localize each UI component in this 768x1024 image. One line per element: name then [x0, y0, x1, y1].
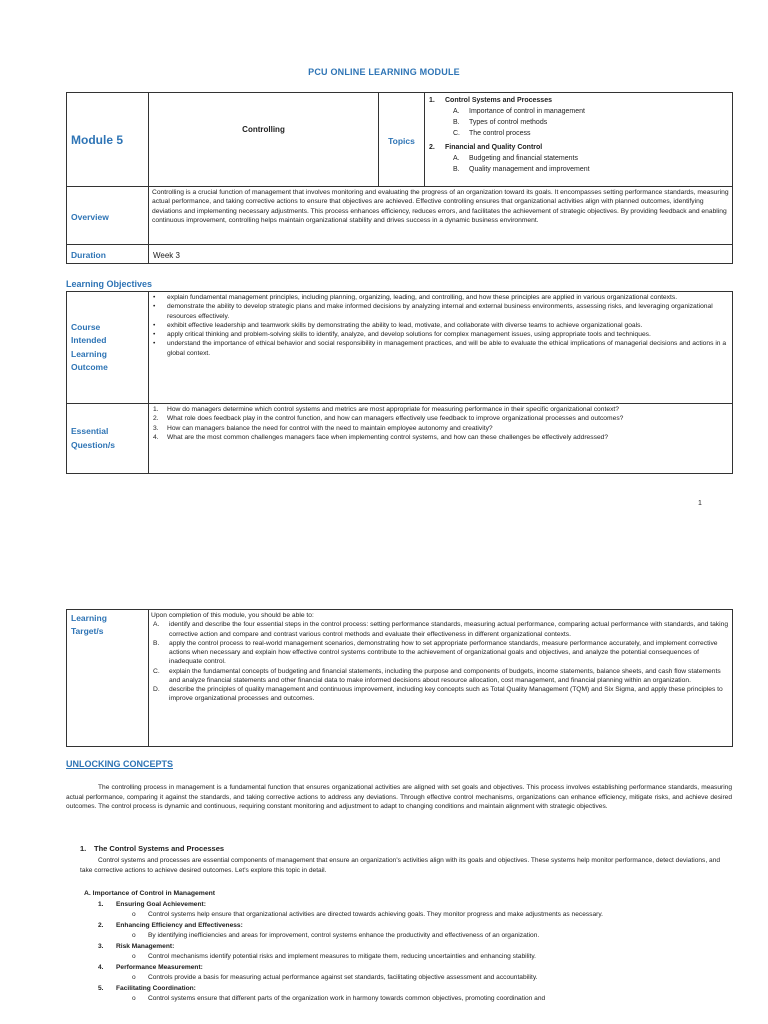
point-number: 2.	[98, 922, 104, 930]
subtopic-number: A.	[453, 108, 460, 115]
point-heading: 3. Risk Management:	[98, 943, 175, 951]
hollow-bullet-icon: o	[132, 952, 136, 960]
learning-targets-intro: Upon completion of this module, you should be able to:	[151, 612, 314, 619]
learning-targets-label: Learning Target/s	[71, 613, 107, 637]
point-description-text: Control systems help ensure that organizational activities are directed towards achieving goals. They monitor progress and make adjustments as necessary.	[148, 910, 603, 918]
importance-point	[98, 900, 718, 919]
question-number: 4.	[153, 433, 159, 441]
section-title	[80, 844, 224, 853]
course-outcome-item: • demonstrate the ability to develop strategic plans and make informed decisions by analyzing internal and external business environments, assessing risks, and leveraging organizational resources effectively.	[149, 302, 730, 321]
duration-value-cell	[149, 245, 733, 264]
subtopic-number: C.	[453, 130, 460, 137]
question-text: How can managers balance the need for control with the need to maintain employee autonomy and creativity?	[167, 424, 493, 432]
point-number: 4.	[98, 964, 104, 972]
module-label: Module 5	[71, 132, 124, 147]
question-text: What role does feedback play in the control function, and how can managers effectively use feedback to improve organizational processes and outcomes?	[167, 415, 624, 423]
importance-point	[98, 942, 718, 961]
subtopic-label: Importance of control in management	[469, 108, 585, 115]
subtopic-label: Types of control methods	[469, 119, 548, 126]
target-letter: A.	[153, 621, 160, 629]
course-outcome-cell	[149, 292, 733, 404]
point-title: Risk Management	[116, 943, 173, 951]
module-header: PCU ONLINE LEARNING MODULE	[308, 67, 460, 77]
unlocking-intro	[66, 783, 732, 812]
topics-cell	[425, 93, 733, 187]
course-outcome-label-cell	[67, 292, 149, 404]
question-text: How do managers determine which control systems and metrics are most appropriate for measuring performance in their specific organizational context?	[167, 406, 619, 413]
module-table	[66, 92, 733, 264]
point-description-text: Controls provide a basis for measuring actual performance against set standards, facilitating objective assessment and accountability.	[148, 973, 538, 981]
learning-target-item	[151, 685, 730, 704]
subtopic-label: Budgeting and financial statements	[469, 155, 578, 162]
importance-point	[98, 921, 718, 940]
module-label-cell	[67, 93, 149, 187]
course-outcome-item: • explain fundamental management principles, including planning, organizing, leading, and controlling, and how these principles are applied in various organizational contexts.	[149, 293, 730, 302]
learning-targets-label-cell	[67, 610, 149, 747]
question-number: 2.	[153, 415, 159, 423]
unlocking-intro-text: The controlling process in management is a fundamental function that ensures organizational activities are aligned with set goals and objectives. This process involves establishing performance standards, measuring actual performance, comparing it against the standards, and taking corrective actions to address any deviations. Through effective control mechanisms, organizations can enhance efficiency, mitigate risks, and achieve desired outcomes. The control process is dynamic and continuous, requiring constant monitoring and adjustment to adapt to changing conditions and maintain alignment with strategic objectives.	[66, 784, 732, 811]
learning-targets-cell	[149, 610, 733, 747]
hollow-bullet-icon: o	[132, 910, 136, 918]
page-number: 1	[698, 500, 702, 507]
subtopic-number: A.	[453, 155, 460, 162]
unlocking-concepts-heading: UNLOCKING CONCEPTS	[66, 759, 174, 769]
subtopic-item	[429, 153, 728, 164]
topic-item	[429, 95, 728, 106]
question-number: 3.	[153, 424, 159, 432]
essential-questions-cell	[149, 404, 733, 474]
point-heading: 2. Enhancing Efficiency and Effectiveness:	[98, 922, 243, 930]
overview-text: Controlling is a crucial function of management that involves monitoring and evaluating the progress of an organization toward its goals. It encompasses setting performance standards, measuring actual performance, and taking corrective actions to ensure that objectives are achieved. Effective controlling ensures that organizational activities align with planned outcomes, identifying deviations and implementing necessary adjustments. This process enhances efficiency, reduces errors, and facilitates the achievement of strategic objectives. By providing feedback and enabling continuous improvement, controlling helps maintain organizational stability and drives success in a dynamic business environment.	[152, 189, 729, 224]
learning-targets-list	[151, 620, 730, 703]
hollow-bullet-icon: o	[132, 994, 136, 1002]
point-description	[98, 931, 718, 941]
subtopic-number: B.	[453, 119, 460, 126]
point-description	[98, 910, 718, 920]
overview-label-cell	[67, 187, 149, 245]
point-description	[98, 994, 718, 1004]
point-number: 5.	[98, 985, 104, 993]
section-intro-text: Control systems and processes are essential components of management that ensure an organization's activities align with its goals and objectives. These systems help monitor performance, detect deviations, and take corrective actions to achieve desired outcomes. Let's explore this topic in detail.	[80, 857, 721, 874]
target-letter: B.	[153, 639, 160, 647]
learning-target-item	[151, 639, 730, 667]
learning-objectives-heading: Learning Objectives	[66, 279, 153, 289]
subtopic-item	[429, 128, 728, 139]
hollow-bullet-icon: o	[132, 931, 136, 939]
essential-questions-list	[149, 405, 730, 442]
essential-questions-label-cell	[67, 404, 149, 474]
importance-point	[98, 963, 718, 982]
point-description	[98, 973, 718, 983]
module-title: Controlling	[242, 125, 285, 134]
overview-text-cell	[149, 187, 733, 245]
point-title: Ensuring Goal Achievement	[116, 901, 204, 908]
point-description-text: By identifying inefficiencies and areas for improvement, control systems enhance the productivity and effectiveness of an organization.	[148, 931, 540, 939]
question-text: What are the most common challenges managers face when implementing control systems, and how can these challenges be effectively addressed?	[167, 433, 609, 441]
topic-number: 2.	[429, 144, 435, 151]
target-text: explain the fundamental concepts of budgeting and financial statements, including the purpose and components of budgets, income statements, balance sheets, and cash flow statements and analyze financial statements and other financial data to make informed decisions about resource allocation, cost management, and financial planning within an organization.	[169, 667, 721, 684]
point-title: Facilitating Coordination	[116, 985, 194, 993]
essential-question-item	[149, 414, 730, 423]
hollow-bullet-icon: o	[132, 973, 136, 981]
target-text: describe the principles of quality management and continuous improvement, including key concepts such as Total Quality Management (TQM) and Six Sigma, and apply these principles to improve organizational processes and outcomes.	[169, 686, 723, 703]
target-text: identify and describe the four essential steps in the control process: setting performance standards, measuring actual performance, comparing actual performance with standards, and taking corrective action and compare and contrast various control methods and evaluate their effectiveness in different organizational contexts.	[169, 621, 729, 638]
duration-value: Week 3	[153, 251, 180, 260]
course-outcome-item: • exhibit effective leadership and teamwork skills by demonstrating the ability to lead, motivate, and collaborate with diverse teams to achieve organizational goals.	[149, 321, 730, 330]
topic-item	[429, 142, 728, 153]
question-number: 1.	[153, 406, 159, 413]
point-description-text: Control systems ensure that different parts of the organization work in harmony towards common objectives, promoting coordination and	[148, 994, 546, 1002]
learning-objectives-table	[66, 291, 733, 474]
learning-target-item	[151, 667, 730, 686]
point-title: Enhancing Efficiency and Effectiveness	[116, 922, 241, 930]
subtopic-label: Quality management and improvement	[469, 166, 590, 173]
course-outcome-list	[149, 293, 730, 358]
topics-label: Topics	[388, 135, 415, 146]
target-letter: D.	[153, 686, 160, 693]
target-letter: C.	[153, 667, 160, 675]
point-description	[98, 952, 718, 962]
importance-point	[98, 984, 718, 1003]
course-outcome-item: • understand the importance of ethical behavior and social responsibility in management practices, and will be able to evaluate the ethical implications of managerial decisions and actions in a global context.	[149, 339, 730, 358]
point-description-text: Control mechanisms identify potential risks and implement measures to mitigate them, reducing uncertainties and enhancing stability.	[148, 952, 537, 960]
sub-section-title: A. Importance of Control in Management	[84, 890, 216, 897]
essential-question-item	[149, 424, 730, 433]
section-number: 1.	[80, 844, 87, 853]
module-title-cell	[149, 93, 379, 187]
topic-number: 1.	[429, 97, 435, 104]
subtopic-item	[429, 164, 728, 175]
essential-question-item	[149, 405, 730, 414]
point-heading: 1. Ensuring Goal Achievement:	[98, 901, 206, 908]
topic-label: Control Systems and Processes	[445, 97, 552, 104]
essential-questions-label: Essential Question/s	[71, 426, 115, 450]
duration-label-cell	[67, 245, 149, 264]
subtopic-label: The control process	[469, 130, 531, 137]
learning-target-item	[151, 620, 730, 639]
section-intro	[80, 856, 732, 875]
topic-label: Financial and Quality Control	[445, 144, 543, 151]
point-number: 1.	[98, 901, 104, 908]
overview-label: Overview	[71, 211, 109, 222]
subtopic-number: B.	[453, 166, 460, 173]
importance-points-list	[98, 900, 718, 1003]
point-number: 3.	[98, 943, 104, 951]
point-title: Performance Measurement	[116, 964, 201, 972]
topics-label-cell	[379, 93, 425, 187]
learning-targets-table	[66, 609, 733, 747]
point-heading: 5. Facilitating Coordination:	[98, 985, 196, 993]
subtopic-item	[429, 117, 728, 128]
section-title-text: The Control Systems and Processes	[94, 844, 225, 853]
duration-label: Duration	[71, 250, 106, 260]
course-outcome-item: • apply critical thinking and problem-solving skills to identify, analyze, and develop solutions for complex management issues, using appropriate tools and techniques.	[149, 330, 730, 339]
target-text: apply the control process to real-world management scenarios, demonstrating how to set appropriate performance standards, measure performance accurately, and implement corrective actions when necessary and explain how effective control systems contribute to the achievement of organizational goals and objectives, and analyze the potential consequences of inadequate control.	[169, 639, 718, 666]
essential-question-item	[149, 433, 730, 442]
course-outcome-label: Course Intended Learning Outcome	[71, 322, 108, 372]
subtopic-item	[429, 106, 728, 117]
point-heading: 4. Performance Measurement:	[98, 964, 203, 972]
topics-list	[425, 93, 732, 177]
